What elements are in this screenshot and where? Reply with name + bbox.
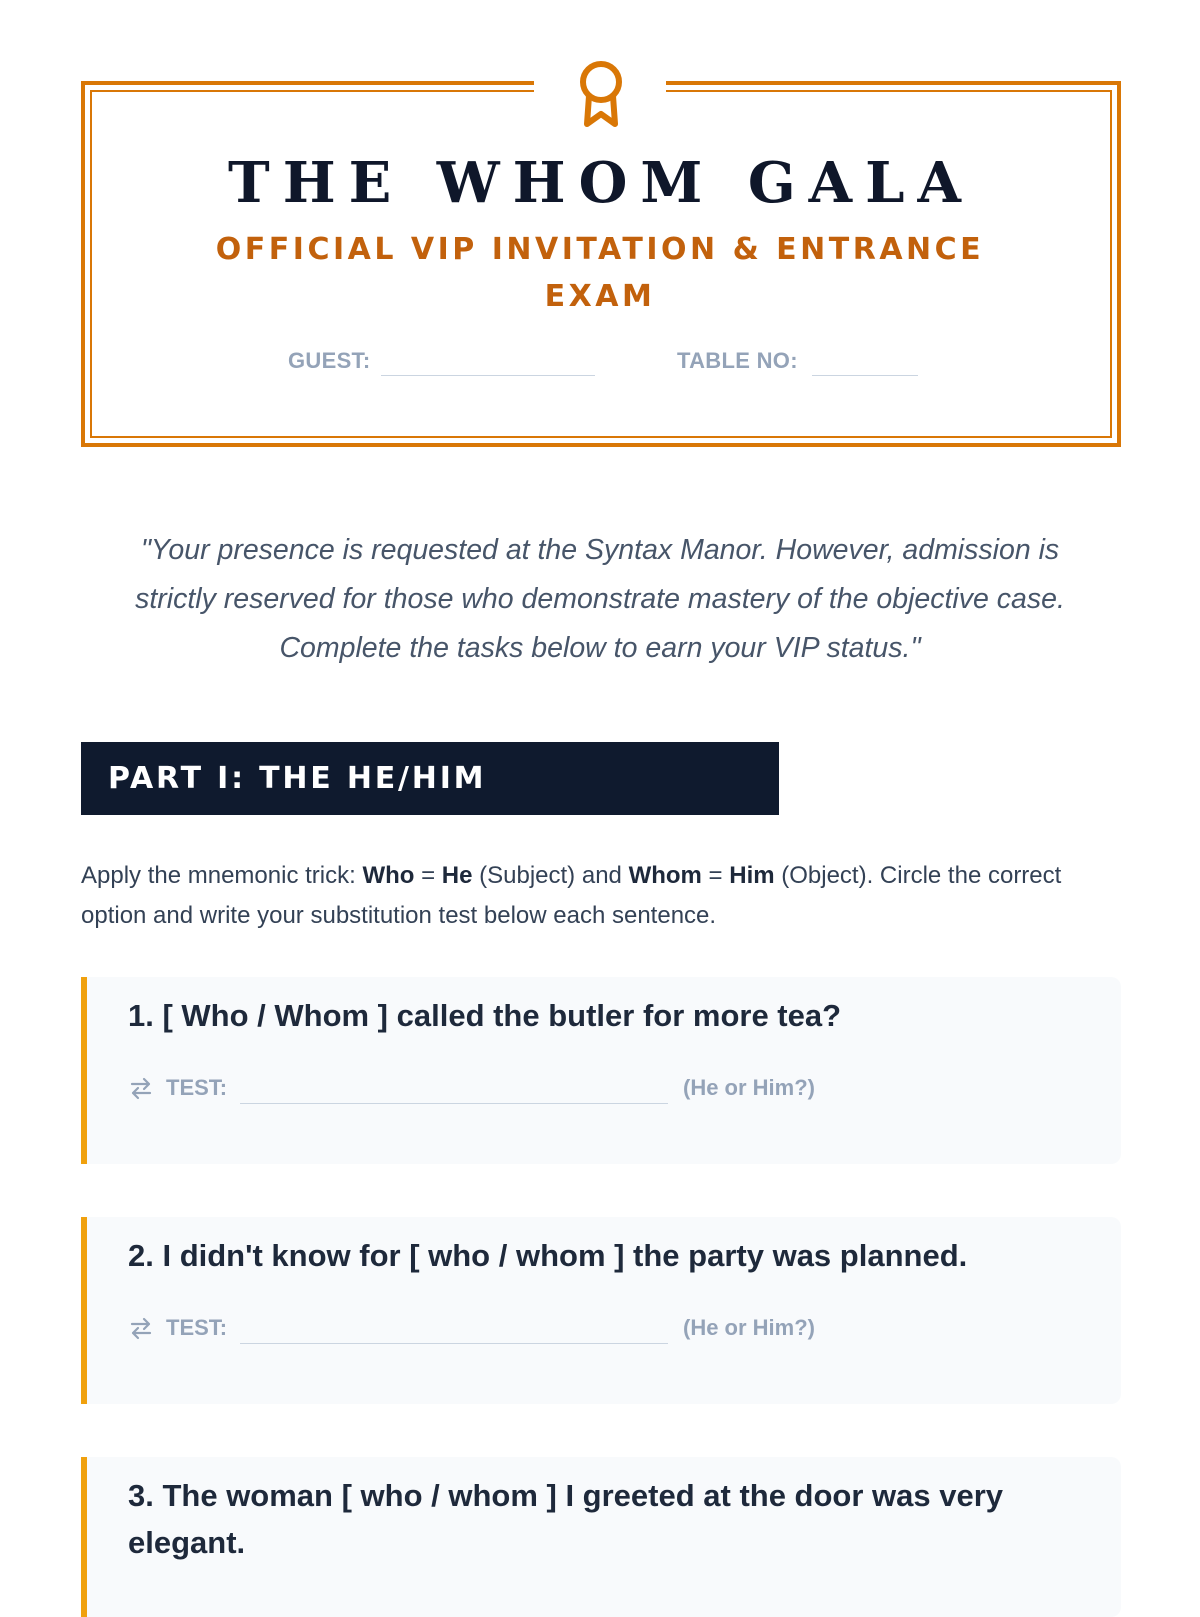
question-text[interactable]: 2. I didn't know for [ who / whom ] the party was planned.	[128, 1238, 968, 1273]
guest-field	[288, 348, 608, 378]
question-card-1	[81, 977, 1121, 1164]
instructions-who: Who	[362, 862, 415, 889]
page-subtitle: OFFICIAL VIP INVITATION & ENTRANCE EXAM	[215, 232, 985, 314]
question-card-3	[81, 1457, 1121, 1617]
test-hint: (He or Him?)	[683, 1315, 815, 1340]
swap-arrows-icon	[128, 1075, 154, 1101]
test-answer-blank[interactable]	[240, 1103, 668, 1104]
instructions-subject: (Subject) and	[472, 862, 629, 889]
instructions-him: Him	[729, 862, 775, 889]
table-field	[677, 348, 937, 378]
guest-blank[interactable]	[381, 375, 595, 376]
question-text[interactable]: 1. [ Who / Whom ] called the butler for more tea?	[128, 998, 842, 1033]
page-title: THE WHOM GALA	[228, 150, 974, 216]
instructions-eq1: =	[414, 862, 442, 889]
test-label: TEST:	[166, 1315, 228, 1340]
instructions-eq2: =	[701, 862, 730, 889]
table-blank[interactable]	[812, 375, 918, 376]
instructions-he: He	[441, 862, 473, 889]
test-answer-blank[interactable]	[240, 1343, 668, 1344]
question-text[interactable]: 3. The woman [ who / whom ] I greeted at the door was very elegant.	[128, 1478, 1004, 1560]
guest-label: GUEST:	[288, 348, 371, 373]
table-label: TABLE NO:	[677, 348, 798, 373]
question-card-2	[81, 1217, 1121, 1404]
test-hint: (He or Him?)	[683, 1075, 815, 1100]
award-ribbon-icon	[573, 56, 629, 132]
instructions-whom: Whom	[628, 862, 702, 889]
intro-quote: "Your presence is requested at the Syntax Manor. However, admission is strictly reserved for those who demonstrate mastery of the objective case. Complete the tasks below to earn your VIP status."	[135, 534, 1065, 664]
part-1-instructions	[81, 856, 1121, 936]
test-row	[128, 1073, 1028, 1105]
instructions-lead: Apply the mnemonic trick:	[81, 862, 363, 889]
test-label: TEST:	[166, 1075, 228, 1100]
swap-arrows-icon	[128, 1315, 154, 1341]
test-row	[128, 1313, 1028, 1345]
part-1-banner: PART I: THE HE/HIM SUBSTITUTION	[81, 742, 779, 815]
instructions-object: (Object). Circle the correct option and write your substitution test below each sentence.	[81, 862, 1062, 929]
